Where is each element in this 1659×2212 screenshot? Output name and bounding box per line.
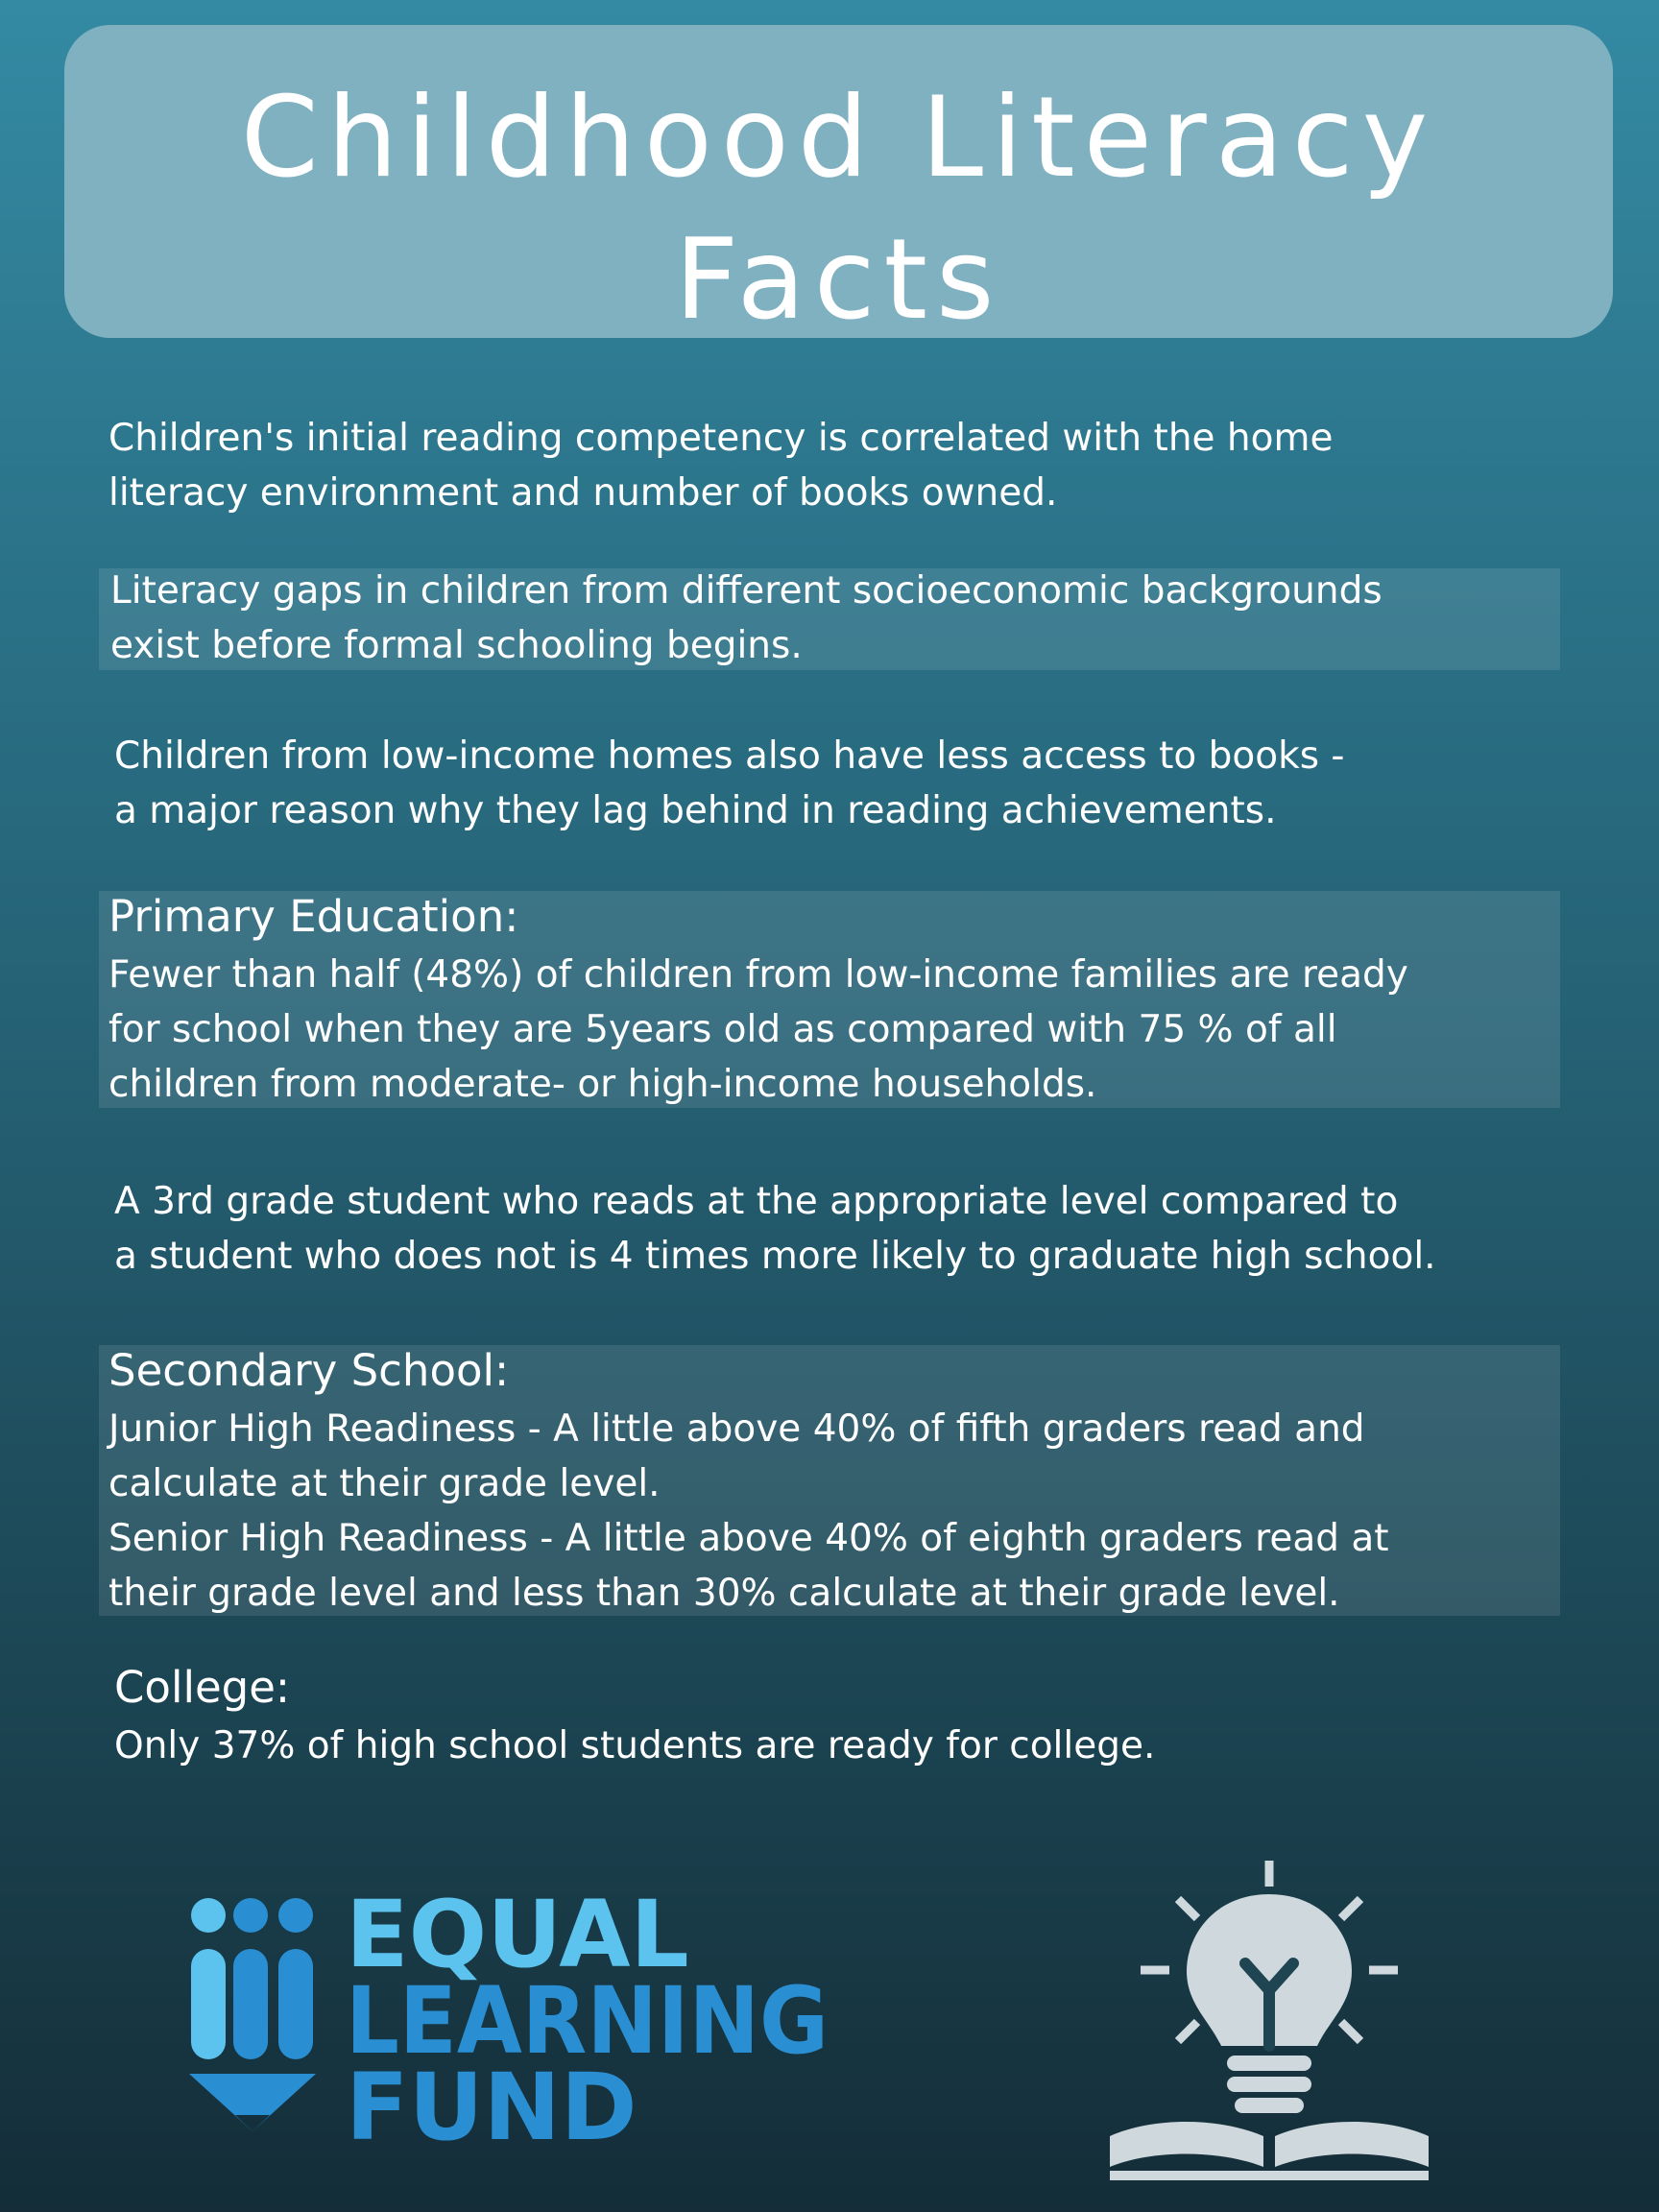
title-banner	[64, 25, 1613, 345]
page-title-line-1: Childhood Literacy	[240, 73, 1437, 203]
section-line: calculate at their grade level.	[108, 1462, 661, 1505]
logo-line-equal: EQUAL	[346, 1896, 689, 1988]
equal-learning-fund-logo	[189, 1896, 861, 2154]
fact-line: exist before formal schooling begins.	[110, 624, 803, 667]
section-heading: College:	[114, 1662, 291, 1713]
fact-home-environment	[108, 411, 1334, 520]
page-title-line-2: Facts	[674, 215, 1003, 345]
section-line: Senior High Readiness - A little above 40% of eighth graders read at	[108, 1517, 1389, 1560]
logo-line-fund: FUND	[346, 2054, 637, 2151]
fact-line: literacy environment and number of books owned.	[108, 471, 1058, 515]
section-heading: Secondary School:	[108, 1345, 510, 1396]
primary-education-section	[108, 886, 1408, 1112]
fact-line: a student who does not is 4 times more likely to graduate high school.	[114, 1235, 1436, 1278]
fact-line: Children's initial reading competency is correlated with the home	[108, 417, 1334, 460]
college-section	[114, 1657, 1155, 1773]
lightbulb-book-icon	[1104, 1858, 1440, 2184]
secondary-school-section	[108, 1340, 1389, 1621]
section-line: their grade level and less than 30% calculate at their grade level.	[108, 1572, 1340, 1615]
lightbulb-book-illustration	[1104, 1858, 1440, 2188]
fact-line: a major reason why they lag behind in reading achievements.	[114, 789, 1277, 832]
fact-line: Literacy gaps in children from different socioeconomic backgrounds	[110, 569, 1382, 613]
section-line: Fewer than half (48%) of children from low-income families are ready	[108, 953, 1408, 997]
fact-access	[114, 729, 1344, 838]
section-line: for school when they are 5years old as compared with 75 % of all	[108, 1008, 1337, 1051]
section-line: children from moderate- or high-income households.	[108, 1063, 1097, 1106]
logo-line-learning: LEARNING	[346, 1967, 829, 2075]
section-heading: Primary Education:	[108, 891, 519, 942]
fact-third-grade	[114, 1174, 1436, 1284]
pencil-people-icon	[189, 1896, 861, 2151]
section-line: Only 37% of high school students are ready for college.	[114, 1724, 1156, 1767]
fact-gaps	[110, 564, 1382, 673]
fact-line: Children from low-income homes also have less access to books -	[114, 734, 1345, 778]
fact-line: A 3rd grade student who reads at the appropriate level compared to	[114, 1180, 1399, 1223]
section-line: Junior High Readiness - A little above 40% of fifth graders read and	[108, 1407, 1365, 1451]
